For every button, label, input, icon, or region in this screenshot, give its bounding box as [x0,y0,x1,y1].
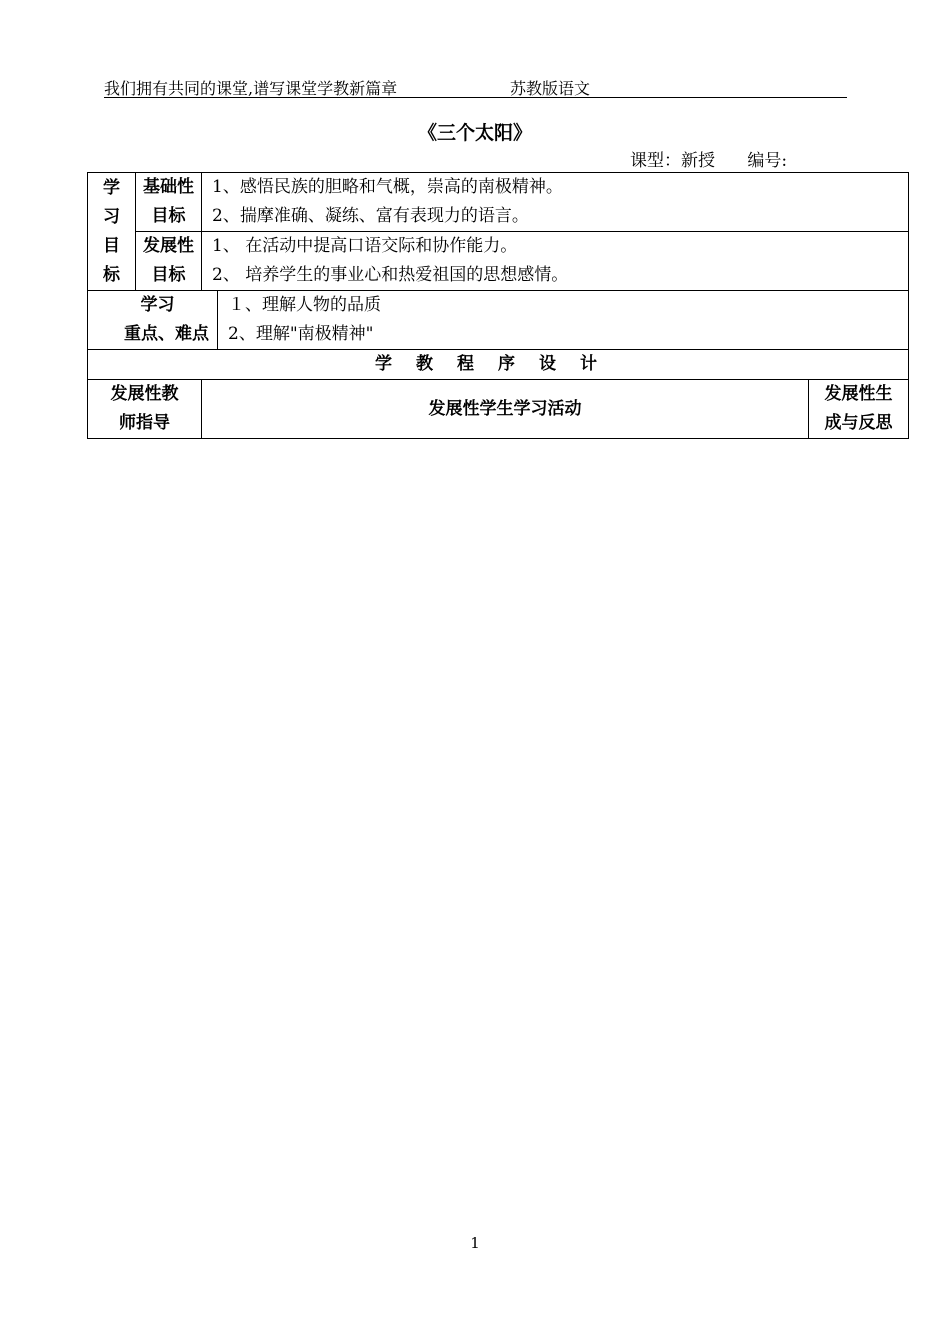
key-points-label: 学习 重点、难点 [88,291,218,350]
list-item: 2、揣摩准确、凝练、富有表现力的语言。 [212,206,529,226]
header-slogan: 我们拥有共同的课堂,谱写课堂学教新篇章 [104,79,398,98]
section-heading: 学教程序设计 [88,350,909,380]
table-row [88,380,909,439]
list-item: 1、感悟民族的胆略和气概，崇高的南极精神。 [212,177,563,197]
goals-label: 学 习 目 标 [88,173,136,291]
basic-goal-label: 基础性 目标 [136,173,202,232]
list-item: 1、 在活动中提高口语交际和协作能力。 [212,236,518,256]
dev-goal-items [202,232,909,291]
lesson-meta: 课型：新授 编号: [630,151,788,171]
table-row [88,291,909,350]
student-activity-header: 发展性学生学习活动 [202,380,809,439]
table-row [88,350,909,380]
list-item: １、理解人物的品质 [228,295,381,315]
dev-goal-label: 发展性 目标 [136,232,202,291]
list-item: 2、 培养学生的事业心和热爱祖国的思想感情。 [212,265,569,285]
key-points-items [218,291,909,350]
lesson-plan-table [87,172,909,439]
header-textbook: 苏教版语文 [510,79,591,98]
teacher-guidance-header: 发展性教 师指导 [88,380,202,439]
list-item: 2、理解"南极精神" [228,324,374,344]
table-row [88,232,909,291]
lesson-title: 《三个太阳》 [417,122,532,144]
table-row [88,173,909,232]
reflection-header: 发展性生 成与反思 [809,380,909,439]
basic-goal-items [202,173,909,232]
page-number: 1 [470,1234,480,1252]
header-divider [104,97,847,98]
